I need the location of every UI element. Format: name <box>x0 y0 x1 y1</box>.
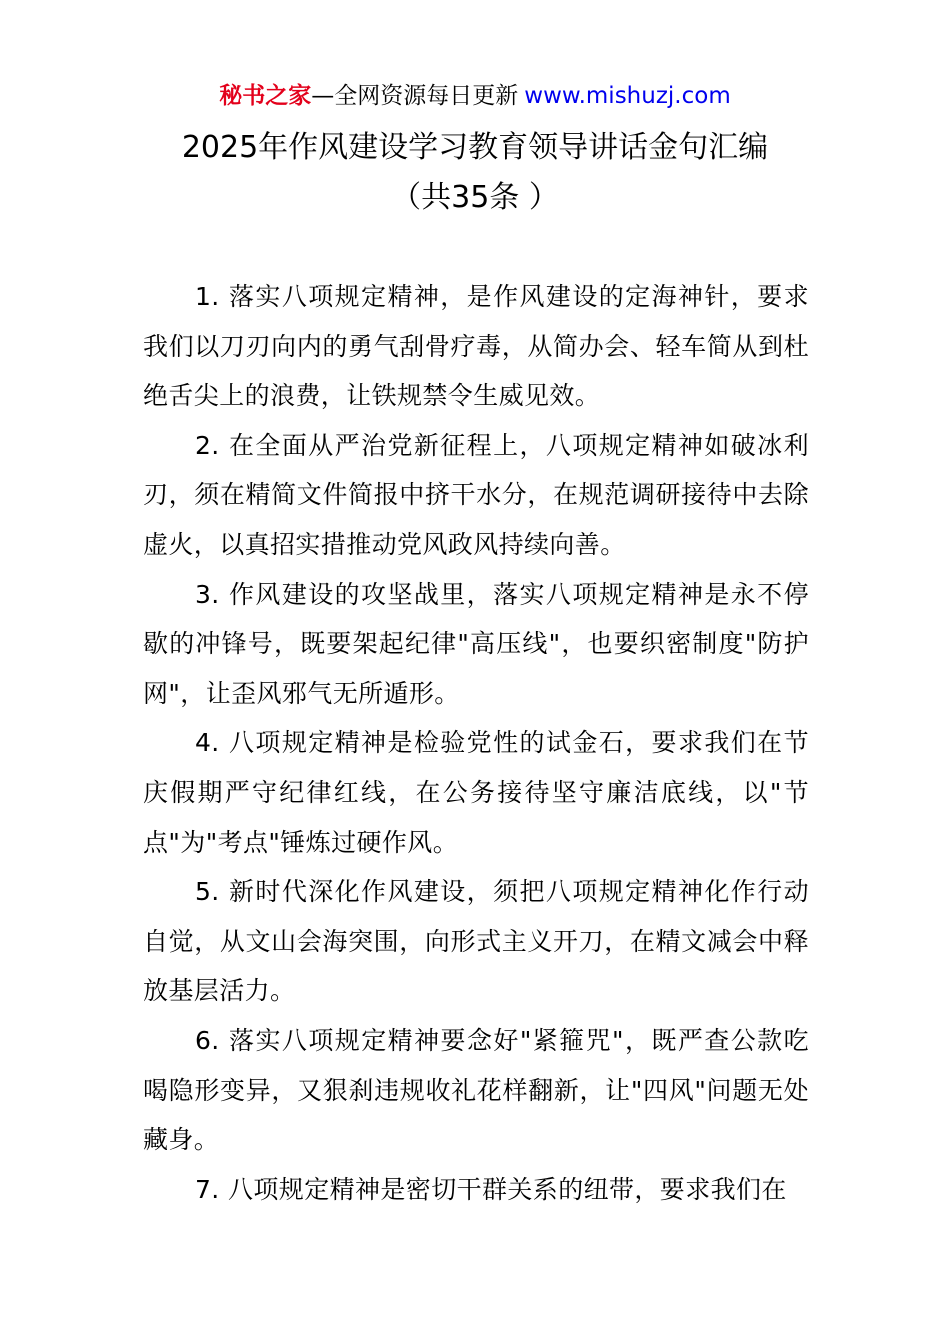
paragraph-item-6: 6. 落实八项规定精神要念好"紧箍咒"，既严查公款吃喝隐形变异，又狠刹违规收礼花样翻新，让"四风"问题无处藏身。 <box>143 1025 809 1155</box>
paragraph-item-5: 5. 新时代深化作风建设，须把八项规定精神化作行动自觉，从文山会海突围，向形式主义开刀，在精文减会中释放基层活力。 <box>143 877 809 1006</box>
document-title: 2025年作风建设学习教育领导讲话金句汇编 <box>181 130 769 165</box>
document-body <box>143 272 809 1214</box>
paragraph-item-7: 7. 八项规定精神是密切干群关系的纽带，要求我们在 <box>195 1174 787 1204</box>
site-tagline: —全网资源每日更新 <box>311 83 519 109</box>
site-url-link[interactable]: www.mishuzj.com <box>524 83 731 109</box>
paragraph-item-3: 3. 作风建设的攻坚战里，落实八项规定精神是永不停歇的冲锋号，既要架起纪律"高压线"，也要织密制度"防护网"，让歪风邪气无所遁形。 <box>143 579 809 708</box>
paragraph-item-1: 1. 落实八项规定精神，是作风建设的定海神针，要求我们以刀刃向内的勇气刮骨疗毒，从简办会、轻车简从到杜绝舌尖上的浪费，让铁规禁令生威见效。 <box>143 282 809 411</box>
paragraph-item-2: 2. 在全面从严治党新征程上，八项规定精神如破冰利刃，须在精简文件简报中挤干水分，在规范调研接待中去除虚火，以真招实措推动党风政风持续向善。 <box>143 430 809 559</box>
site-name: 秘书之家 <box>219 83 312 109</box>
paragraph-item-4: 4. 八项规定精神是检验党性的试金石，要求我们在节庆假期严守纪律红线，在公务接待坚守廉洁底线，以"节点"为"考点"锤炼过硬作风。 <box>143 728 809 857</box>
document-subtitle: （共35条 ） <box>391 180 559 215</box>
site-banner <box>0 80 950 112</box>
